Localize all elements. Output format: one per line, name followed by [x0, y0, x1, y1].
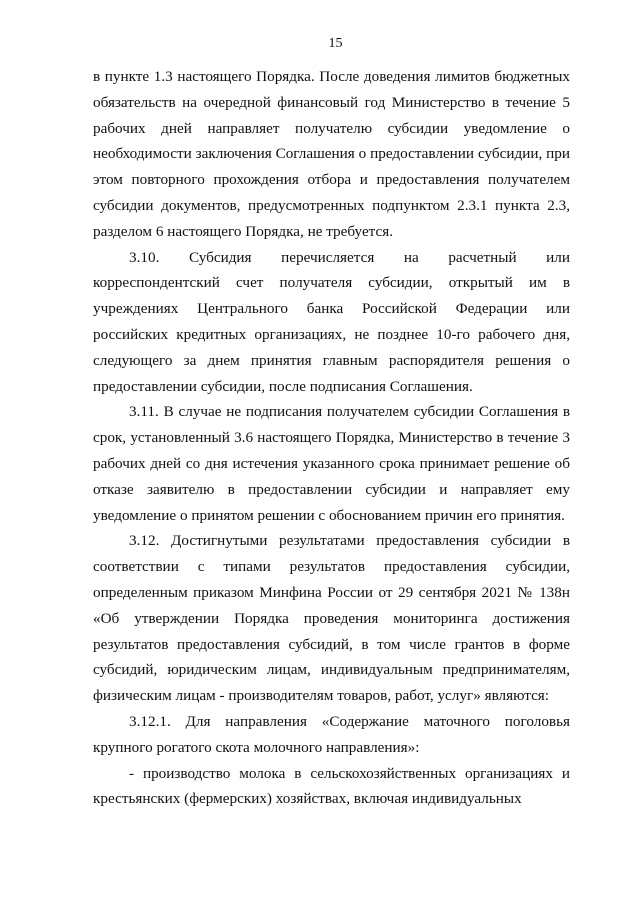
paragraph-3-12: 3.12. Достигнутыми результатами предоставления субсидии в соответствии с типами результатов предоставления субсидии, определенным приказом Минфина России от 29 сентября 2021 № 138н «Об утверждении Порядка проведения мониторинга достижения результатов предоставления субсидий, в том числе грантов в форме субсидий, юридическим лицам, индивидуальным предпринимателям, физическим лицам - производителям товаров, работ, услуг» являются: — [93, 532, 570, 705]
paragraph-3-10: 3.10. Субсидия перечисляется на расчетный или корреспондентский счет получателя субсидии, открытый им в учреждениях Центрального банка Российской Федерации или российских кредитных организациях, не позднее 10-го рабочего дня, следующего за днем принятия главным распорядителя решения о предоставлении субсидии, после подписания Соглашения. — [93, 248, 570, 395]
paragraph-continuation: в пункте 1.3 настоящего Порядка. После доведения лимитов бюджетных обязательств на очередной финансовый год Министерство в течение 5 рабочих дней направляет получателю субсидии уведомление о необходимости заключения Соглашения о предоставлении субсидии, при этом повторного прохождения отбора и предоставления получателем субсидии документов, предусмотренных подпунктом 2.3.1 пункта 2.3, разделом 6 настоящего Порядка, не требуется. — [93, 68, 570, 240]
page-number: 15 — [328, 36, 343, 51]
paragraph-3-11: 3.11. В случае не подписания получателем субсидии Соглашения в срок, установленный 3.6 настоящего Порядка, Министерство в течение 3 рабочих дней со дня истечения указанного срока принимает решение об отказе заявителю в предоставлении субсидии и направляет ему уведомление о принятом решении с обоснованием причин его принятия. — [93, 403, 570, 524]
list-item-milk-production: - производство молока в сельскохозяйственных организациях и крестьянских (фермерских) хозяйствах, включая индивидуальных — [93, 764, 570, 808]
paragraph-3-12-1: 3.12.1. Для направления «Содержание маточного поголовья крупного рогатого скота молочного направления»: — [93, 712, 570, 756]
